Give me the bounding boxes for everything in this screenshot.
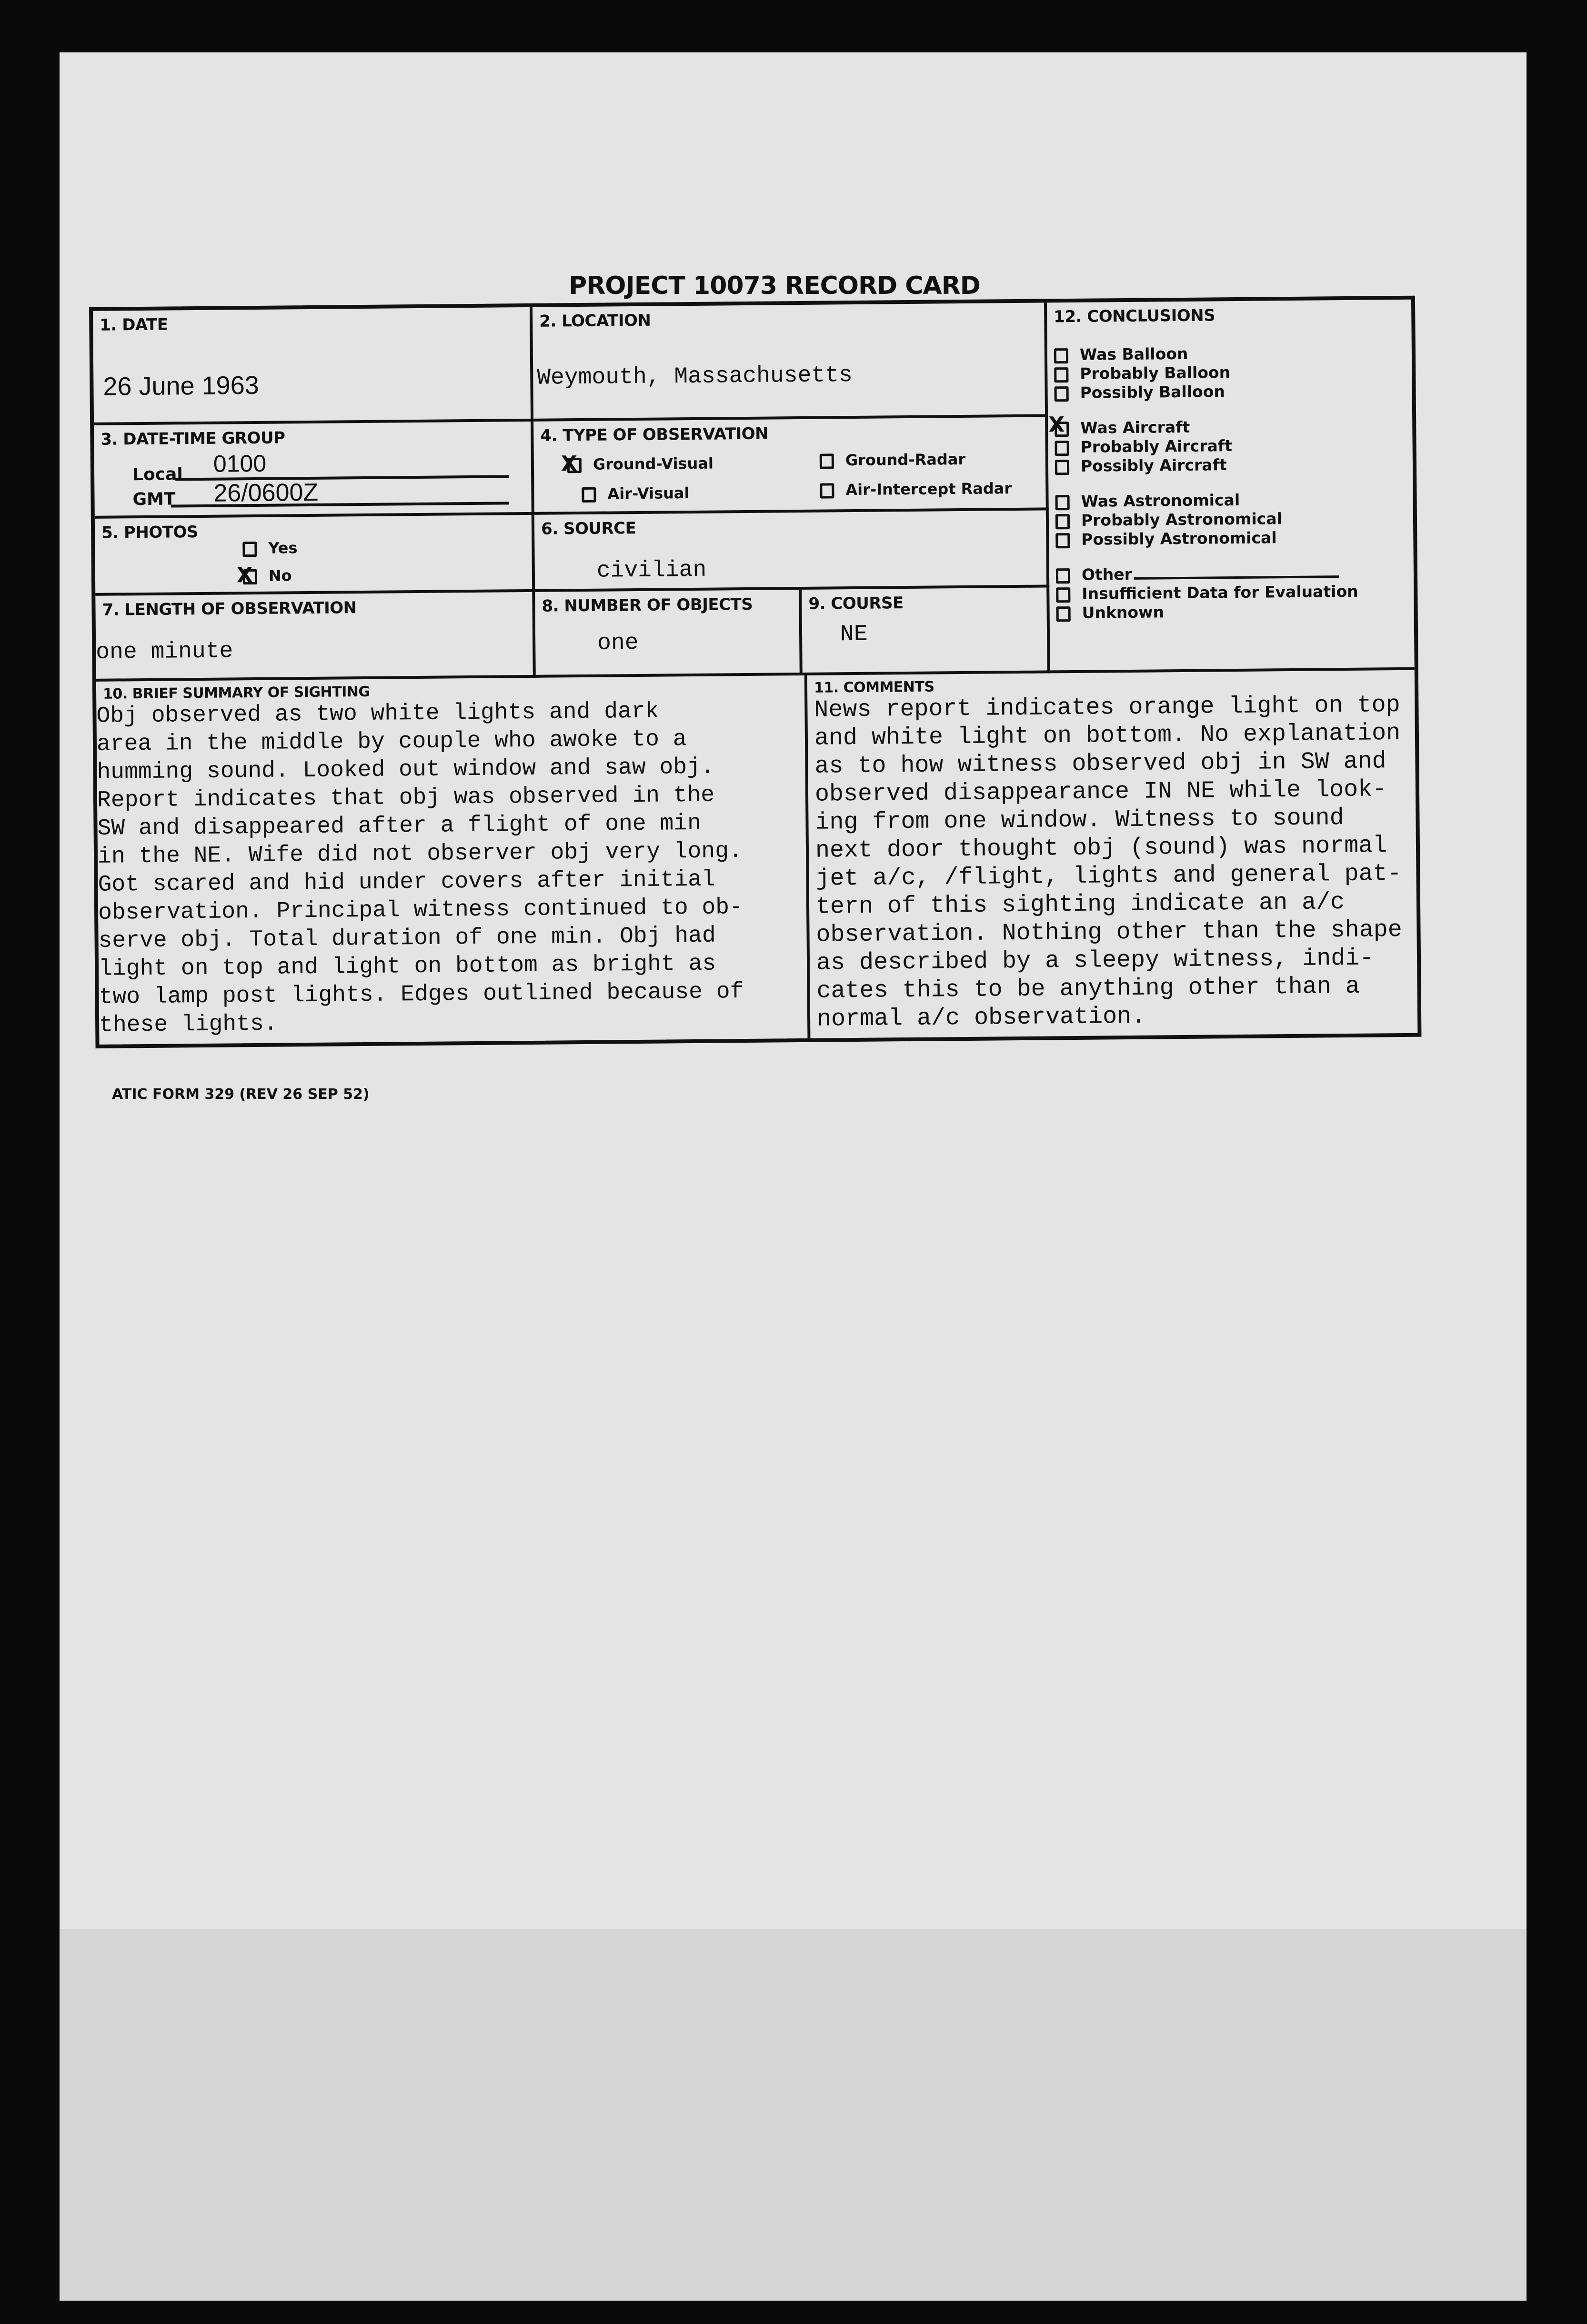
conclusions-list [1054,342,1407,623]
card-title: PROJECT 10073 RECORD CARD [569,272,980,300]
source-cell [534,510,1049,592]
option-label: Ground-Radar [845,450,966,470]
conclusion-option[interactable] [1056,601,1407,623]
gmt-label: GMT [132,489,176,510]
option-air-visual[interactable] [582,484,689,503]
option-label: Air-Intercept Radar [845,479,1012,499]
checkbox[interactable] [1056,606,1071,622]
conclusion-option[interactable] [1056,563,1407,584]
option-photos-yes[interactable] [242,539,297,557]
dtg-label: 3. DATE-TIME GROUP [100,428,285,449]
course-value: NE [840,621,868,648]
conclusion-label: Was Aircraft [1080,417,1190,437]
location-cell [532,302,1048,421]
text-line: area in the middle by couple who awoke to a [96,726,687,757]
conclusion-option[interactable] [1055,489,1406,511]
option-label: Ground-Visual [593,454,714,473]
comments-cell [807,670,1418,1038]
summary-label: 10. BRIEF SUMMARY OF SIGHTING [102,683,370,703]
text-line: ing from one window. Witness to sound [815,805,1344,836]
conclusion-label: Probably Balloon [1080,363,1231,383]
conclusion-label: Possibly Balloon [1080,382,1225,402]
text-line: normal a/c observation. [816,1003,1146,1033]
summary-cell [96,675,811,1045]
checkbox[interactable] [1054,348,1068,363]
photos-label: 5. PHOTOS [101,523,199,543]
text-line: cates this to be anything other than a [816,973,1360,1005]
lower-margin [60,1929,1527,2301]
checkbox[interactable] [1055,495,1070,510]
text-line: these lights. [99,1011,278,1038]
conclusion-label: Other [1081,564,1133,584]
option-label: Air-Visual [607,484,690,503]
conclusion-label: Insufficient Data for Evaluation [1082,582,1358,603]
conclusion-label: Probably Astronomical [1081,509,1283,530]
number-of-objects-cell [535,590,803,678]
checkbox[interactable] [1056,587,1070,603]
date-value: 26 June 1963 [103,371,260,401]
conclusions-cell [1047,300,1415,674]
type-of-observation-cell [533,417,1049,514]
conclusion-option[interactable] [1055,527,1406,549]
text-line: as to how witness observed obj in SW and [814,748,1386,780]
checkbox-checked[interactable] [1055,422,1069,437]
source-value: civilian [596,557,707,584]
record-card [89,296,1421,1048]
number-of-objects-label: 8. NUMBER OF OBJECTS [542,594,753,616]
conclusion-label: Was Astronomical [1081,490,1240,511]
date-label: 1. DATE [100,315,168,335]
type-of-observation-label: 4. TYPE OF OBSERVATION [540,424,769,445]
course-label: 9. COURSE [808,594,904,614]
conclusions-label: 12. CONCLUSIONS [1054,306,1215,327]
text-line: two lamp post lights. Edges outlined because of [99,979,744,1010]
course-cell [802,587,1050,675]
conclusion-option[interactable] [1055,435,1406,457]
conclusion-option[interactable] [1055,416,1406,438]
location-label: 2. LOCATION [539,311,651,331]
local-label: Local [132,464,183,485]
checkbox[interactable] [1055,441,1069,456]
conclusion-option[interactable] [1054,381,1405,402]
conclusion-option[interactable] [1054,362,1405,383]
conclusion-label: Probably Aircraft [1080,436,1233,456]
checkbox[interactable] [1055,514,1070,529]
option-label: Yes [268,539,298,557]
comments-label: 11. COMMENTS [814,678,934,696]
date-cell [93,307,533,425]
checkbox[interactable] [1055,386,1069,402]
gmt-value: 26/0600Z [213,478,319,507]
text-line: and white light on bottom. No explanation [814,720,1401,752]
conclusion-option[interactable] [1054,342,1405,364]
checkbox[interactable] [1054,367,1068,382]
checkbox-checked[interactable] [243,569,257,584]
option-air-intercept-radar[interactable] [820,479,1012,499]
conclusion-label: Possibly Astronomical [1081,528,1277,549]
option-ground-visual[interactable] [567,454,713,474]
length-label: 7. LENGTH OF OBSERVATION [102,598,357,620]
option-photos-no[interactable] [243,566,292,585]
text-line: next door thought obj (sound) was normal [815,832,1387,865]
text-line: Got scared and hid under covers after initial [98,866,715,898]
number-of-objects-value: one [597,630,639,656]
text-line: News report indicates orange light on top [814,692,1400,724]
form-footer: ATIC FORM 329 (REV 26 SEP 52) [112,1086,370,1103]
conclusion-label: Was Balloon [1079,344,1188,364]
checkbox[interactable] [242,542,257,557]
date-time-group-cell [94,422,534,519]
checkbox-checked[interactable] [567,458,582,473]
text-line: humming sound. Looked out window and saw obj. [97,754,714,785]
text-line: in the NE. Wife did not observer obj very long. [97,838,743,870]
other-underline [1134,575,1339,580]
option-label: No [268,566,292,585]
conclusion-option[interactable] [1055,508,1406,530]
text-line: jet a/c, /flight, lights and general pat- [815,860,1402,893]
checkbox[interactable] [582,487,596,503]
length-cell [95,592,536,682]
conclusion-label: Possibly Aircraft [1080,455,1227,475]
text-line: as described by a sleepy witness, indi- [816,945,1374,977]
comments-text [814,691,1411,1034]
checkbox[interactable] [1055,533,1070,548]
text-line: Obj observed as two white lights and dark [96,698,659,729]
length-value: one minute [96,638,233,665]
checkbox[interactable] [820,453,834,469]
conclusion-label: Unknown [1082,603,1165,622]
text-line: Report indicates that obj was observed in the [97,782,715,814]
summary-text [96,696,801,1040]
text-line: SW and disappeared after a flight of one min [97,810,702,842]
text-line: observation. Nothing other than the shape [816,916,1402,949]
conclusion-option[interactable] [1056,582,1407,604]
checkbox[interactable] [1055,460,1069,475]
location-value: Weymouth, Massachusetts [537,362,853,391]
checkbox[interactable] [820,483,834,498]
text-line: observation. Principal witness continued to ob- [98,895,743,926]
local-value: 0100 [213,450,267,477]
text-line: observed disappearance IN NE while look- [814,776,1387,808]
conclusion-option[interactable] [1055,454,1406,476]
text-line: serve obj. Total duration of one min. Obj had [98,923,716,954]
text-line: light on top and light on bottom as bright as [98,951,716,982]
text-line: tern of this sighting indicate an a/c [815,889,1345,921]
source-label: 6. SOURCE [541,518,636,539]
checkbox[interactable] [1056,568,1070,584]
photos-cell [95,515,535,596]
option-ground-radar[interactable] [820,450,966,470]
